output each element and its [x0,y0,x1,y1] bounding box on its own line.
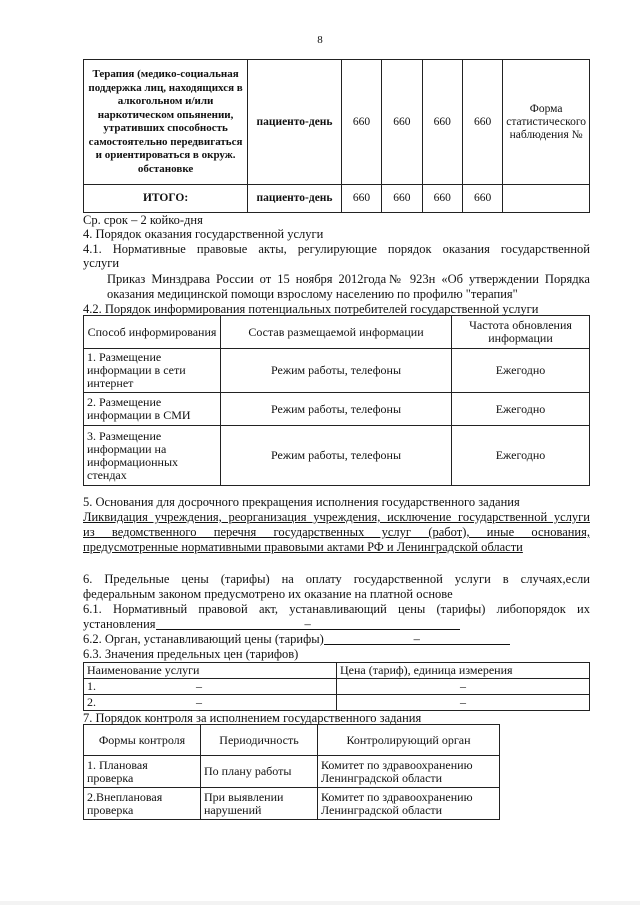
section-6-1-line2 [83,617,460,631]
informing-table [83,315,590,486]
section-4-1-line1: 4.1. Нормативные правовые акты, регулирующие порядок оказания государственной [83,242,590,256]
frequency-cell: Ежегодно [452,426,590,486]
empty-cell [503,185,590,213]
table-row [84,695,590,711]
value-cell: 660 [422,60,462,185]
section-5-heading: 5. Основания для досрочного прекращения исполнения государственного задания [83,495,520,509]
table-row [84,60,590,185]
method-cell: 2. Размещение информации в СМИ [84,393,221,426]
section-6-1-label: установления [83,617,156,631]
tariff-price-cell: – [337,679,590,695]
section-5-line2: из ведомственного перечня государственных услуг (работ), иные основания, [83,525,590,539]
tariff-name-cell: 1. – [84,679,337,695]
unit-cell: пациенто-день [248,185,342,213]
column-header: Контролирующий орган [318,725,500,756]
table-header-row [84,725,500,756]
periodicity-cell: По плану работы [201,756,318,788]
section-5-line3: предусмотренные нормативными правовыми актами РФ и Ленинградской области [83,540,523,554]
value-cell: 660 [341,185,381,213]
value-cell: 660 [341,60,381,185]
page-number: 8 [317,34,323,46]
unit-cell: пациенто-день [248,60,342,185]
column-header: Состав размещаемой информации [221,316,452,349]
column-header: Наименование услуги [84,663,337,679]
periodicity-cell: При выявлении нарушений [201,788,318,820]
table-header-row [84,316,590,349]
table-row [84,393,590,426]
control-form-cell: 2.Внеплановая проверка [84,788,201,820]
section-4-heading: 4. Порядок оказания государственной услуги [83,227,324,241]
control-organ-cell: Комитет по здравоохранению Ленинградской области [318,756,500,788]
content-cell: Режим работы, телефоны [221,393,452,426]
column-header: Цена (тариф), единица измерения [337,663,590,679]
tariff-price-cell: – [337,695,590,711]
content-cell: Режим работы, телефоны [221,426,452,486]
section-6-2-line [83,632,510,646]
frequency-cell: Ежегодно [452,393,590,426]
method-cell: 3. Размещение информации на информационных стендах [84,426,221,486]
services-volume-table [83,59,590,213]
tariff-name-cell: 2. – [84,695,337,711]
table-row [84,349,590,393]
table-row [84,788,500,820]
scan-edge [0,901,640,905]
section-6-1-line1: 6.1. Нормативный правовой акт, устанавливающий цены (тарифы) либопорядок их [83,602,590,616]
blank-line: – [324,632,510,645]
total-label-cell: ИТОГО: [84,185,248,213]
table-row [84,426,590,486]
source-cell: Форма статистического наблюдения № [503,60,590,185]
order-line2: оказания медицинской помощи взрослому населению по профилю "терапия" [107,287,518,301]
section-6-line2: федеральным законом предусмотрено их оказание на платной основе [83,587,453,601]
value-cell: 660 [382,60,422,185]
service-name-cell: Терапия (медико-социальная поддержка лиц, находящихся в алкогольном и/или наркотическом опьянении, утративших способность самостоятельно передвигаться и ориентироваться в окруж. обстановке [84,60,248,185]
section-4-1-line2: услуги [83,256,120,270]
order-line1: Приказ Минздрава России от 15 ноября 2012года№ 923н «Об утверждении Порядка [107,272,590,286]
section-5-line1: Ликвидация учреждения, реорганизация учреждения, исключение государственной услуги [83,510,590,524]
value-cell: 660 [422,185,462,213]
value-cell: 660 [462,185,502,213]
section-6-3-heading: 6.3. Значения предельных цен (тарифов) [83,647,299,661]
column-header: Периодичность [201,725,318,756]
method-cell: 1. Размещение информации в сети интернет [84,349,221,393]
frequency-cell: Ежегодно [452,349,590,393]
column-header: Способ информирования [84,316,221,349]
section-6-line1: 6. Предельные цены (тарифы) на оплату государственной услуги в случаях,если [83,572,590,586]
table-row [84,679,590,695]
control-form-cell: 1. Плановая проверка [84,756,201,788]
column-header: Частота обновления информации [452,316,590,349]
value-cell: 660 [382,185,422,213]
section-7-heading: 7. Порядок контроля за исполнением государственного задания [83,711,422,725]
column-header: Формы контроля [84,725,201,756]
control-organ-cell: Комитет по здравоохранению Ленинградской области [318,788,500,820]
blank-line: – [156,617,460,630]
tariff-table [83,662,590,711]
avg-stay-text: Ср. срок – 2 койко-дня [83,213,203,227]
content-cell: Режим работы, телефоны [221,349,452,393]
control-table [83,724,500,820]
section-4-2-heading: 4.2. Порядок информирования потенциальных потребителей государственной услуги [83,302,539,316]
value-cell: 660 [462,60,502,185]
table-row [84,185,590,213]
section-6-2-label: 6.2. Орган, устанавливающий цены (тарифы) [83,632,324,646]
table-row [84,756,500,788]
table-header-row [84,663,590,679]
